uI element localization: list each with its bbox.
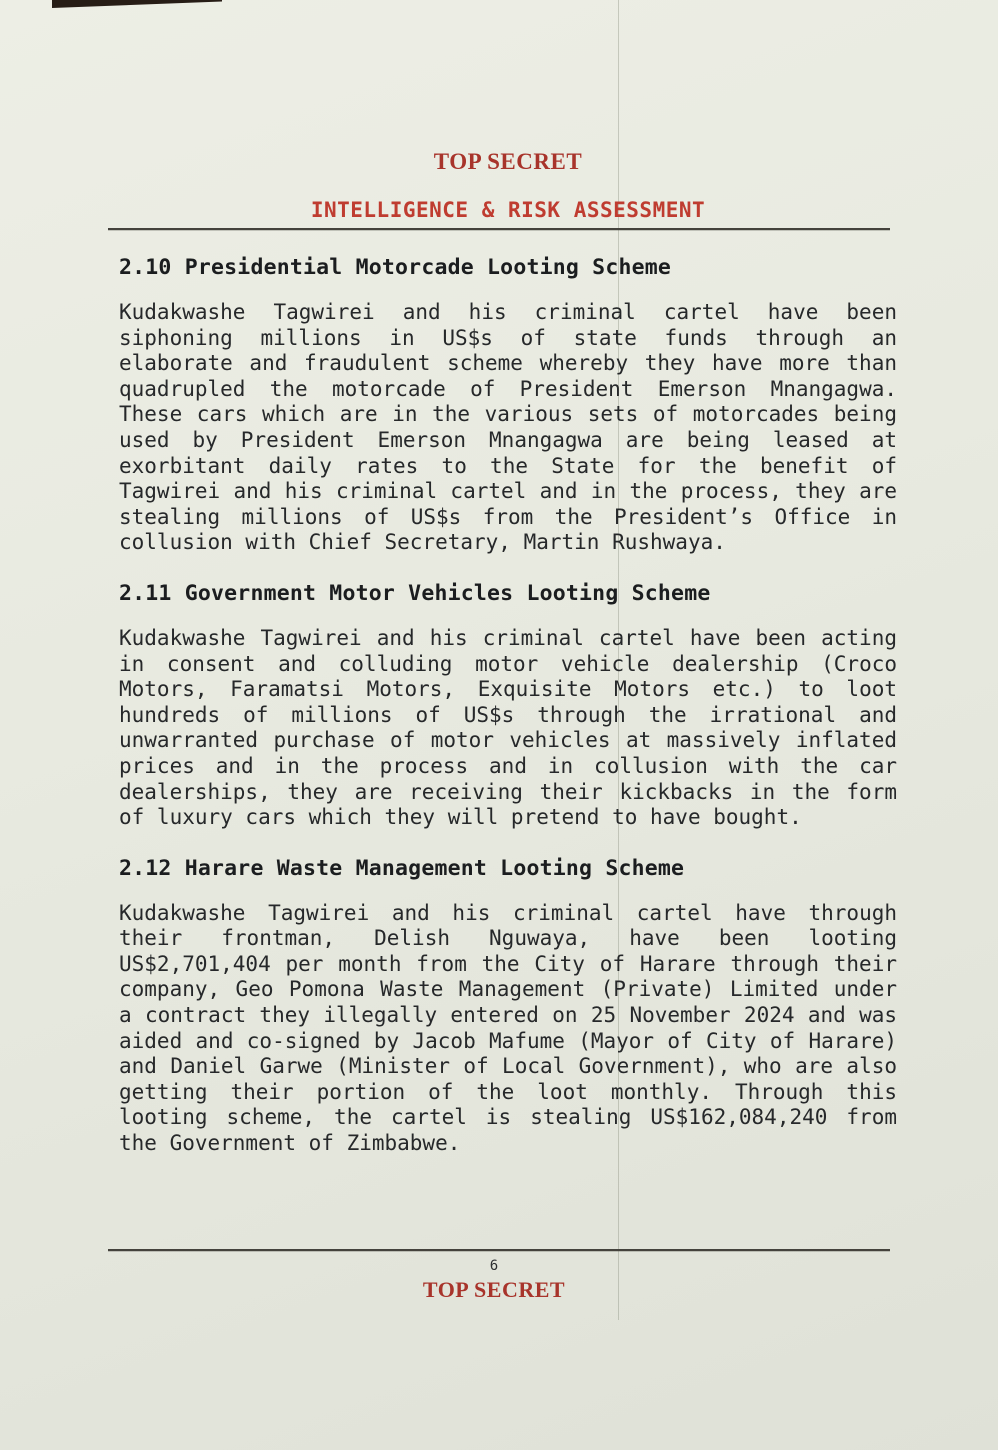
section-2-11 — [119, 581, 897, 831]
section-heading-2-11: 2.11 Government Motor Vehicles Looting Scheme — [119, 580, 711, 606]
page-footer — [119, 1249, 897, 1302]
document-body — [119, 255, 897, 1157]
page-header — [119, 0, 897, 230]
page-number: 6 — [489, 1257, 499, 1274]
section-2-12 — [119, 856, 897, 1157]
section-heading-2-12: 2.12 Harare Waste Management Looting Scheme — [119, 855, 685, 881]
footer-center-block — [105, 1258, 883, 1302]
footer-rule — [108, 1249, 890, 1251]
section-2-10 — [119, 255, 897, 556]
document-title: INTELLIGENCE & RISK ASSESSMENT — [310, 198, 706, 222]
classification-banner-top: TOP SECRET — [433, 149, 583, 174]
classification-banner-bottom: TOP SECRET — [422, 1276, 566, 1302]
section-body-2-10: Kudakwashe Tagwirei and his criminal cartel have been siphoning millions in US$s of state funds through an elaborate and fraudulent scheme whereby they have more than quadrupled the motorcade of President Emerson Mnangagwa. These cars which are in the various sets of motorcades being used by President Emerson Mnangagwa are being leased at exorbitant daily rates to the State for the benefit of Tagwirei and his criminal cartel and in the process, they are stealing millions of US$s from the President’s Office in collusion with Chief Secretary, Martin Rushwaya. — [119, 300, 897, 555]
section-body-2-12: Kudakwashe Tagwirei and his criminal cartel have through their frontman, Delish Nguwaya, have been looting US$2,701,404 per month from the City of Harare through their company, Geo Pomona Waste Management (Private) Limited under a contract they illegally entered on 25 November 2024 and was aided and co-signed by Jacob Mafume (Mayor of City of Harare) and Daniel Garwe (Minister of Local Government), who are also getting their portion of the loot monthly. Through this looting scheme, the cartel is stealing US$162,084,240 from the Government of Zimbabwe. — [119, 900, 897, 1156]
header-rule — [108, 228, 890, 230]
section-heading-2-10: 2.10 Presidential Motorcade Looting Scheme — [119, 255, 672, 280]
section-body-2-11: Kudakwashe Tagwirei and his criminal cartel have been acting in consent and colluding motor vehicle dealership (Croco Motors, Faramatsi Motors, Exquisite Motors etc.) to loot hundreds of millions of US$s through the irrational and unwarranted purchase of motor vehicles at massively inflated prices and in the process and in collusion with the car dealerships, they are receiving their kickbacks in the form of luxury cars which they will pretend to have bought. — [119, 625, 897, 830]
